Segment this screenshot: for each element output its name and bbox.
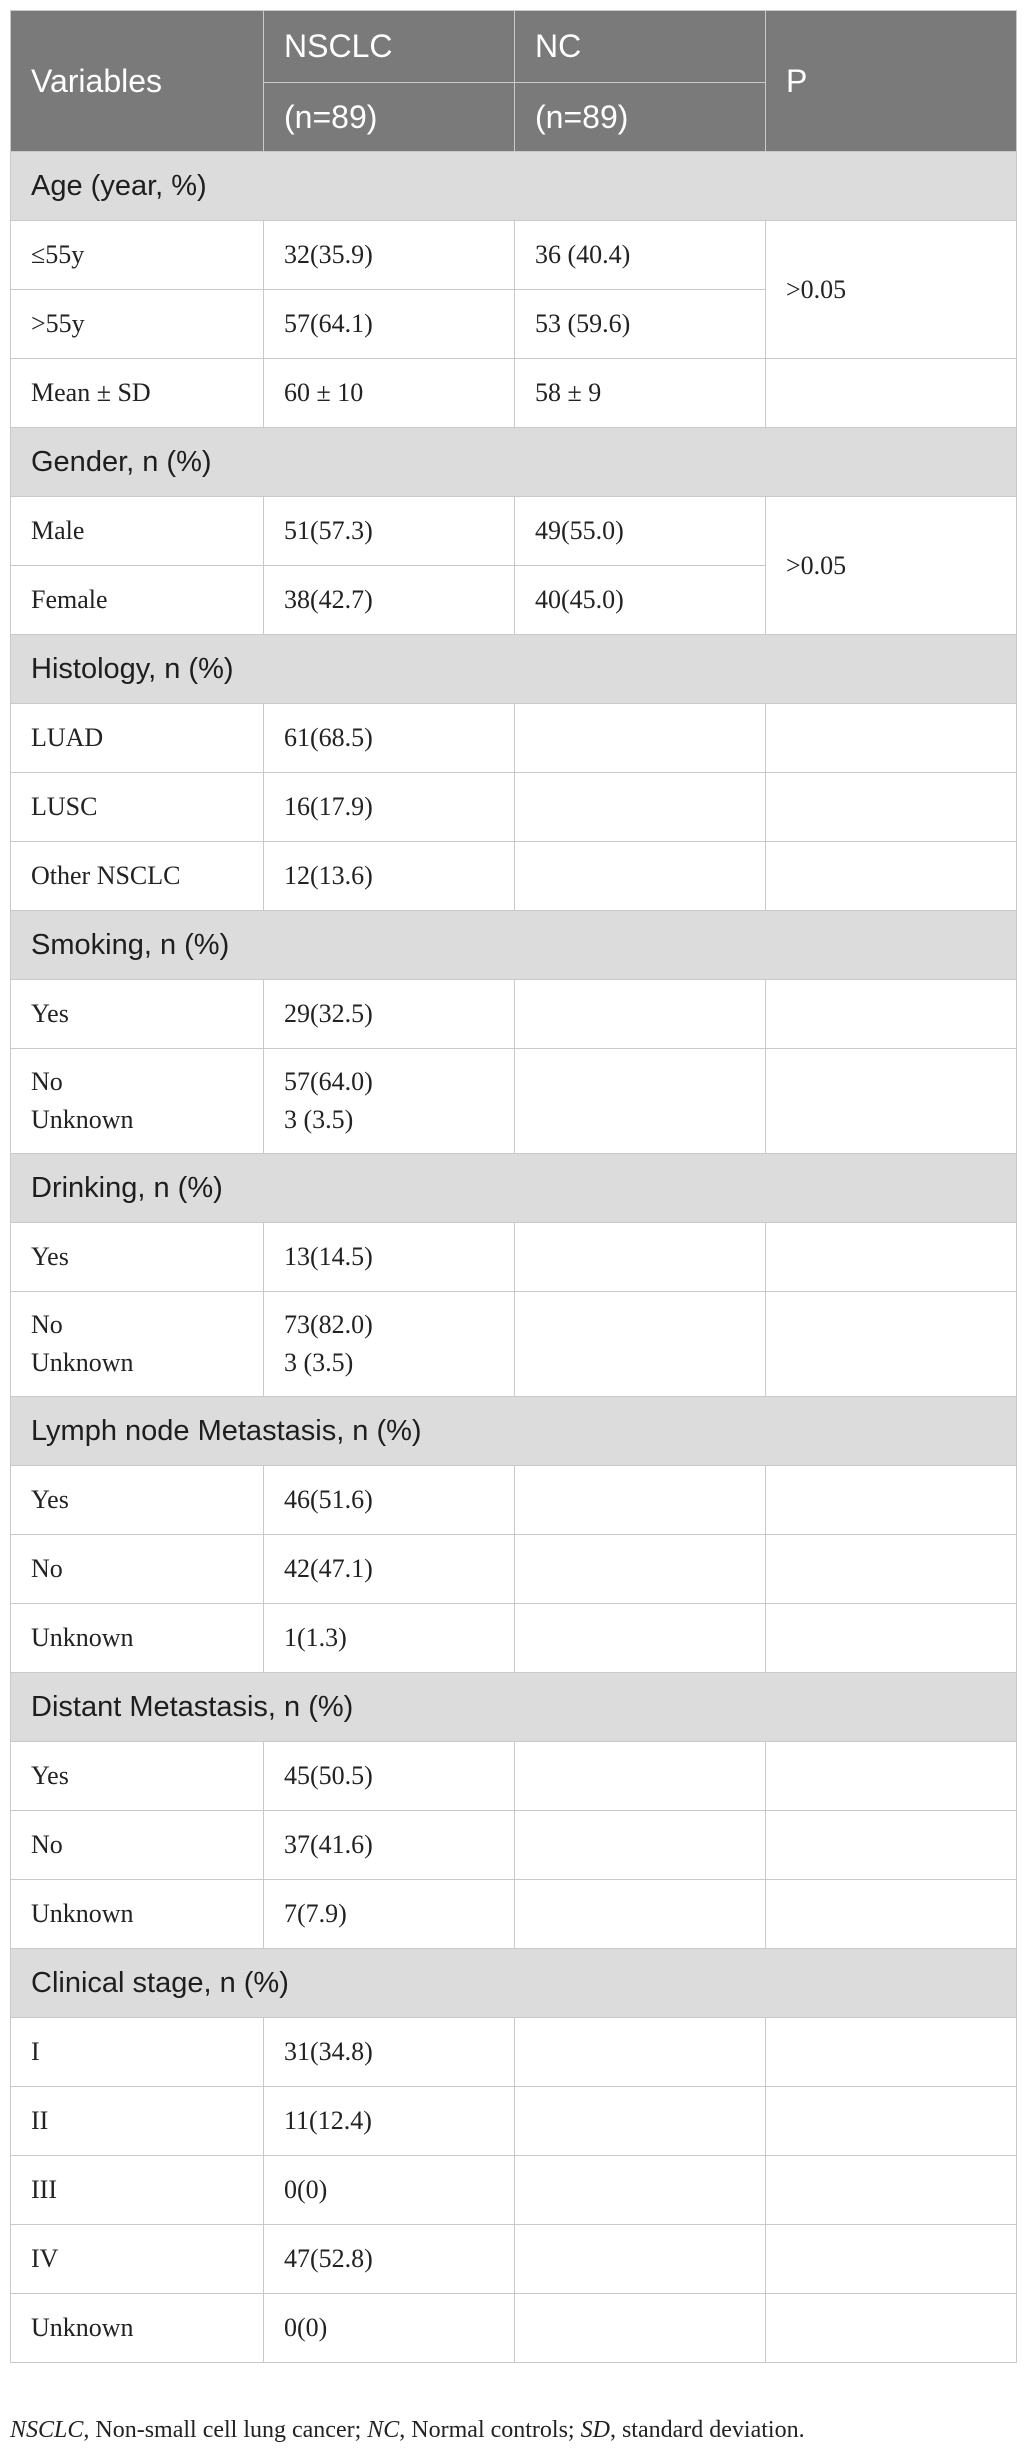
header-nc: NC bbox=[515, 11, 766, 83]
nsclc-cell: 51(57.3) bbox=[264, 497, 515, 566]
p-value-cell bbox=[766, 2156, 1017, 2225]
nc-cell: 36 (40.4) bbox=[515, 221, 766, 290]
nc-cell bbox=[515, 1535, 766, 1604]
section-row-drinking bbox=[11, 1154, 1017, 1223]
row-label: III bbox=[11, 2156, 264, 2225]
table-footnote bbox=[10, 2417, 1016, 2444]
nc-cell: 58 ± 9 bbox=[515, 359, 766, 428]
table-row bbox=[11, 1466, 1017, 1535]
header-nsclc-n: (n=89) bbox=[264, 83, 515, 152]
footnote-def-nsclc: , Non-small cell lung cancer; bbox=[83, 2417, 368, 2443]
section-row-lymph bbox=[11, 1397, 1017, 1466]
table-row bbox=[11, 980, 1017, 1049]
p-value-cell bbox=[766, 842, 1017, 911]
section-row-gender bbox=[11, 428, 1017, 497]
nc-cell bbox=[515, 2225, 766, 2294]
row-label: Yes bbox=[11, 1742, 264, 1811]
p-value-cell bbox=[766, 980, 1017, 1049]
row-label bbox=[11, 1049, 264, 1154]
row-label: I bbox=[11, 2018, 264, 2087]
header-nc-n: (n=89) bbox=[515, 83, 766, 152]
section-title: Gender, n (%) bbox=[11, 428, 1017, 497]
table-row bbox=[11, 773, 1017, 842]
section-title: Distant Metastasis, n (%) bbox=[11, 1673, 1017, 1742]
table-row bbox=[11, 2087, 1017, 2156]
p-value-cell bbox=[766, 1811, 1017, 1880]
nc-cell bbox=[515, 1292, 766, 1397]
row-label: Other NSCLC bbox=[11, 842, 264, 911]
p-value-cell bbox=[766, 1742, 1017, 1811]
p-value-cell bbox=[766, 1223, 1017, 1292]
table-row bbox=[11, 1223, 1017, 1292]
nc-cell bbox=[515, 1604, 766, 1673]
nsclc-cell: 7(7.9) bbox=[264, 1880, 515, 1949]
nc-cell: 40(45.0) bbox=[515, 566, 766, 635]
p-value-cell bbox=[766, 1535, 1017, 1604]
table-row bbox=[11, 2294, 1017, 2363]
nc-cell bbox=[515, 1049, 766, 1154]
nc-cell bbox=[515, 2294, 766, 2363]
footnote-abbr-nc: NC bbox=[367, 2417, 400, 2443]
table-row bbox=[11, 2225, 1017, 2294]
p-value-cell bbox=[766, 1466, 1017, 1535]
nsclc-cell: 16(17.9) bbox=[264, 773, 515, 842]
nsclc-cell: 42(47.1) bbox=[264, 1535, 515, 1604]
table-row bbox=[11, 359, 1017, 428]
nc-cell: 53 (59.6) bbox=[515, 290, 766, 359]
nsclc-cell: 32(35.9) bbox=[264, 221, 515, 290]
nc-cell bbox=[515, 1223, 766, 1292]
row-label: LUSC bbox=[11, 773, 264, 842]
p-value-cell bbox=[766, 704, 1017, 773]
row-label: Yes bbox=[11, 1223, 264, 1292]
nsclc-cell: 60 ± 10 bbox=[264, 359, 515, 428]
nc-cell bbox=[515, 1466, 766, 1535]
header-variables: Variables bbox=[11, 11, 264, 152]
p-value-cell bbox=[766, 1880, 1017, 1949]
table-row bbox=[11, 1811, 1017, 1880]
footnote-abbr-nsclc: NSCLC bbox=[10, 2417, 84, 2443]
p-value-cell bbox=[766, 2018, 1017, 2087]
table-row bbox=[11, 704, 1017, 773]
row-label: Mean ± SD bbox=[11, 359, 264, 428]
section-title: Drinking, n (%) bbox=[11, 1154, 1017, 1223]
nc-cell bbox=[515, 2087, 766, 2156]
footnote-def-nc: , Normal controls; bbox=[399, 2417, 581, 2443]
row-label: Male bbox=[11, 497, 264, 566]
nc-cell bbox=[515, 842, 766, 911]
nsclc-cell: 37(41.6) bbox=[264, 1811, 515, 1880]
row-label: II bbox=[11, 2087, 264, 2156]
nsclc-cell: 29(32.5) bbox=[264, 980, 515, 1049]
nsclc-cell: 11(12.4) bbox=[264, 2087, 515, 2156]
p-value-cell bbox=[766, 359, 1017, 428]
nc-cell bbox=[515, 2018, 766, 2087]
section-title: Histology, n (%) bbox=[11, 635, 1017, 704]
section-row-distant bbox=[11, 1673, 1017, 1742]
nc-cell: 49(55.0) bbox=[515, 497, 766, 566]
nsclc-cell: 38(42.7) bbox=[264, 566, 515, 635]
row-label: Unknown bbox=[11, 1880, 264, 1949]
table-row bbox=[11, 1049, 1017, 1154]
table-row bbox=[11, 1292, 1017, 1397]
nsclc-cell bbox=[264, 1049, 515, 1154]
nsclc-cell: 57(64.1) bbox=[264, 290, 515, 359]
row-label-unknown: Unknown bbox=[31, 1348, 134, 1377]
p-value-cell bbox=[766, 773, 1017, 842]
p-value-cell bbox=[766, 1049, 1017, 1154]
value-no: 73(82.0) bbox=[284, 1310, 373, 1339]
table-row bbox=[11, 497, 1017, 566]
section-row-age bbox=[11, 152, 1017, 221]
p-value-cell bbox=[766, 1292, 1017, 1397]
nsclc-cell bbox=[264, 1292, 515, 1397]
section-row-stage bbox=[11, 1949, 1017, 2018]
p-value-cell bbox=[766, 2294, 1017, 2363]
nc-cell bbox=[515, 1811, 766, 1880]
section-title: Age (year, %) bbox=[11, 152, 1017, 221]
nc-cell bbox=[515, 1742, 766, 1811]
p-value-cell bbox=[766, 2225, 1017, 2294]
table-row bbox=[11, 1535, 1017, 1604]
row-label: Unknown bbox=[11, 1604, 264, 1673]
nc-cell bbox=[515, 980, 766, 1049]
table-row bbox=[11, 2018, 1017, 2087]
value-no: 57(64.0) bbox=[284, 1067, 373, 1096]
row-label: No bbox=[11, 1811, 264, 1880]
section-row-histology bbox=[11, 635, 1017, 704]
nc-cell bbox=[515, 773, 766, 842]
footnote-abbr-sd: SD bbox=[580, 2417, 610, 2443]
p-value-cell: >0.05 bbox=[766, 221, 1017, 359]
nsclc-cell: 13(14.5) bbox=[264, 1223, 515, 1292]
row-label-unknown: Unknown bbox=[31, 1105, 134, 1134]
row-label-no: No bbox=[31, 1067, 63, 1096]
section-title: Clinical stage, n (%) bbox=[11, 1949, 1017, 2018]
row-label: Unknown bbox=[11, 2294, 264, 2363]
nsclc-cell: 0(0) bbox=[264, 2156, 515, 2225]
table-row bbox=[11, 1880, 1017, 1949]
p-value-cell: >0.05 bbox=[766, 497, 1017, 635]
nc-cell bbox=[515, 2156, 766, 2225]
table-row bbox=[11, 1604, 1017, 1673]
row-label-no: No bbox=[31, 1310, 63, 1339]
row-label: Yes bbox=[11, 1466, 264, 1535]
header-p: P bbox=[766, 11, 1017, 152]
value-unknown: 3 (3.5) bbox=[284, 1105, 354, 1134]
nsclc-cell: 47(52.8) bbox=[264, 2225, 515, 2294]
table-row bbox=[11, 2156, 1017, 2225]
row-label: Yes bbox=[11, 980, 264, 1049]
demographics-table bbox=[10, 10, 1017, 2363]
row-label bbox=[11, 1292, 264, 1397]
row-label: ≤55y bbox=[11, 221, 264, 290]
section-title: Lymph node Metastasis, n (%) bbox=[11, 1397, 1017, 1466]
nsclc-cell: 31(34.8) bbox=[264, 2018, 515, 2087]
nsclc-cell: 46(51.6) bbox=[264, 1466, 515, 1535]
nsclc-cell: 61(68.5) bbox=[264, 704, 515, 773]
table-row bbox=[11, 842, 1017, 911]
row-label: LUAD bbox=[11, 704, 264, 773]
nc-cell bbox=[515, 1880, 766, 1949]
nsclc-cell: 45(50.5) bbox=[264, 1742, 515, 1811]
table-row bbox=[11, 1742, 1017, 1811]
p-value-cell bbox=[766, 2087, 1017, 2156]
nsclc-cell: 0(0) bbox=[264, 2294, 515, 2363]
row-label: IV bbox=[11, 2225, 264, 2294]
header-nsclc: NSCLC bbox=[264, 11, 515, 83]
row-label: >55y bbox=[11, 290, 264, 359]
header-row bbox=[11, 11, 1017, 83]
footnote-def-sd: , standard deviation. bbox=[609, 2417, 805, 2443]
p-value-cell bbox=[766, 1604, 1017, 1673]
table-row bbox=[11, 221, 1017, 290]
nc-cell bbox=[515, 704, 766, 773]
nsclc-cell: 12(13.6) bbox=[264, 842, 515, 911]
row-label: No bbox=[11, 1535, 264, 1604]
nsclc-cell: 1(1.3) bbox=[264, 1604, 515, 1673]
section-row-smoking bbox=[11, 911, 1017, 980]
row-label: Female bbox=[11, 566, 264, 635]
section-title: Smoking, n (%) bbox=[11, 911, 1017, 980]
value-unknown: 3 (3.5) bbox=[284, 1348, 354, 1377]
